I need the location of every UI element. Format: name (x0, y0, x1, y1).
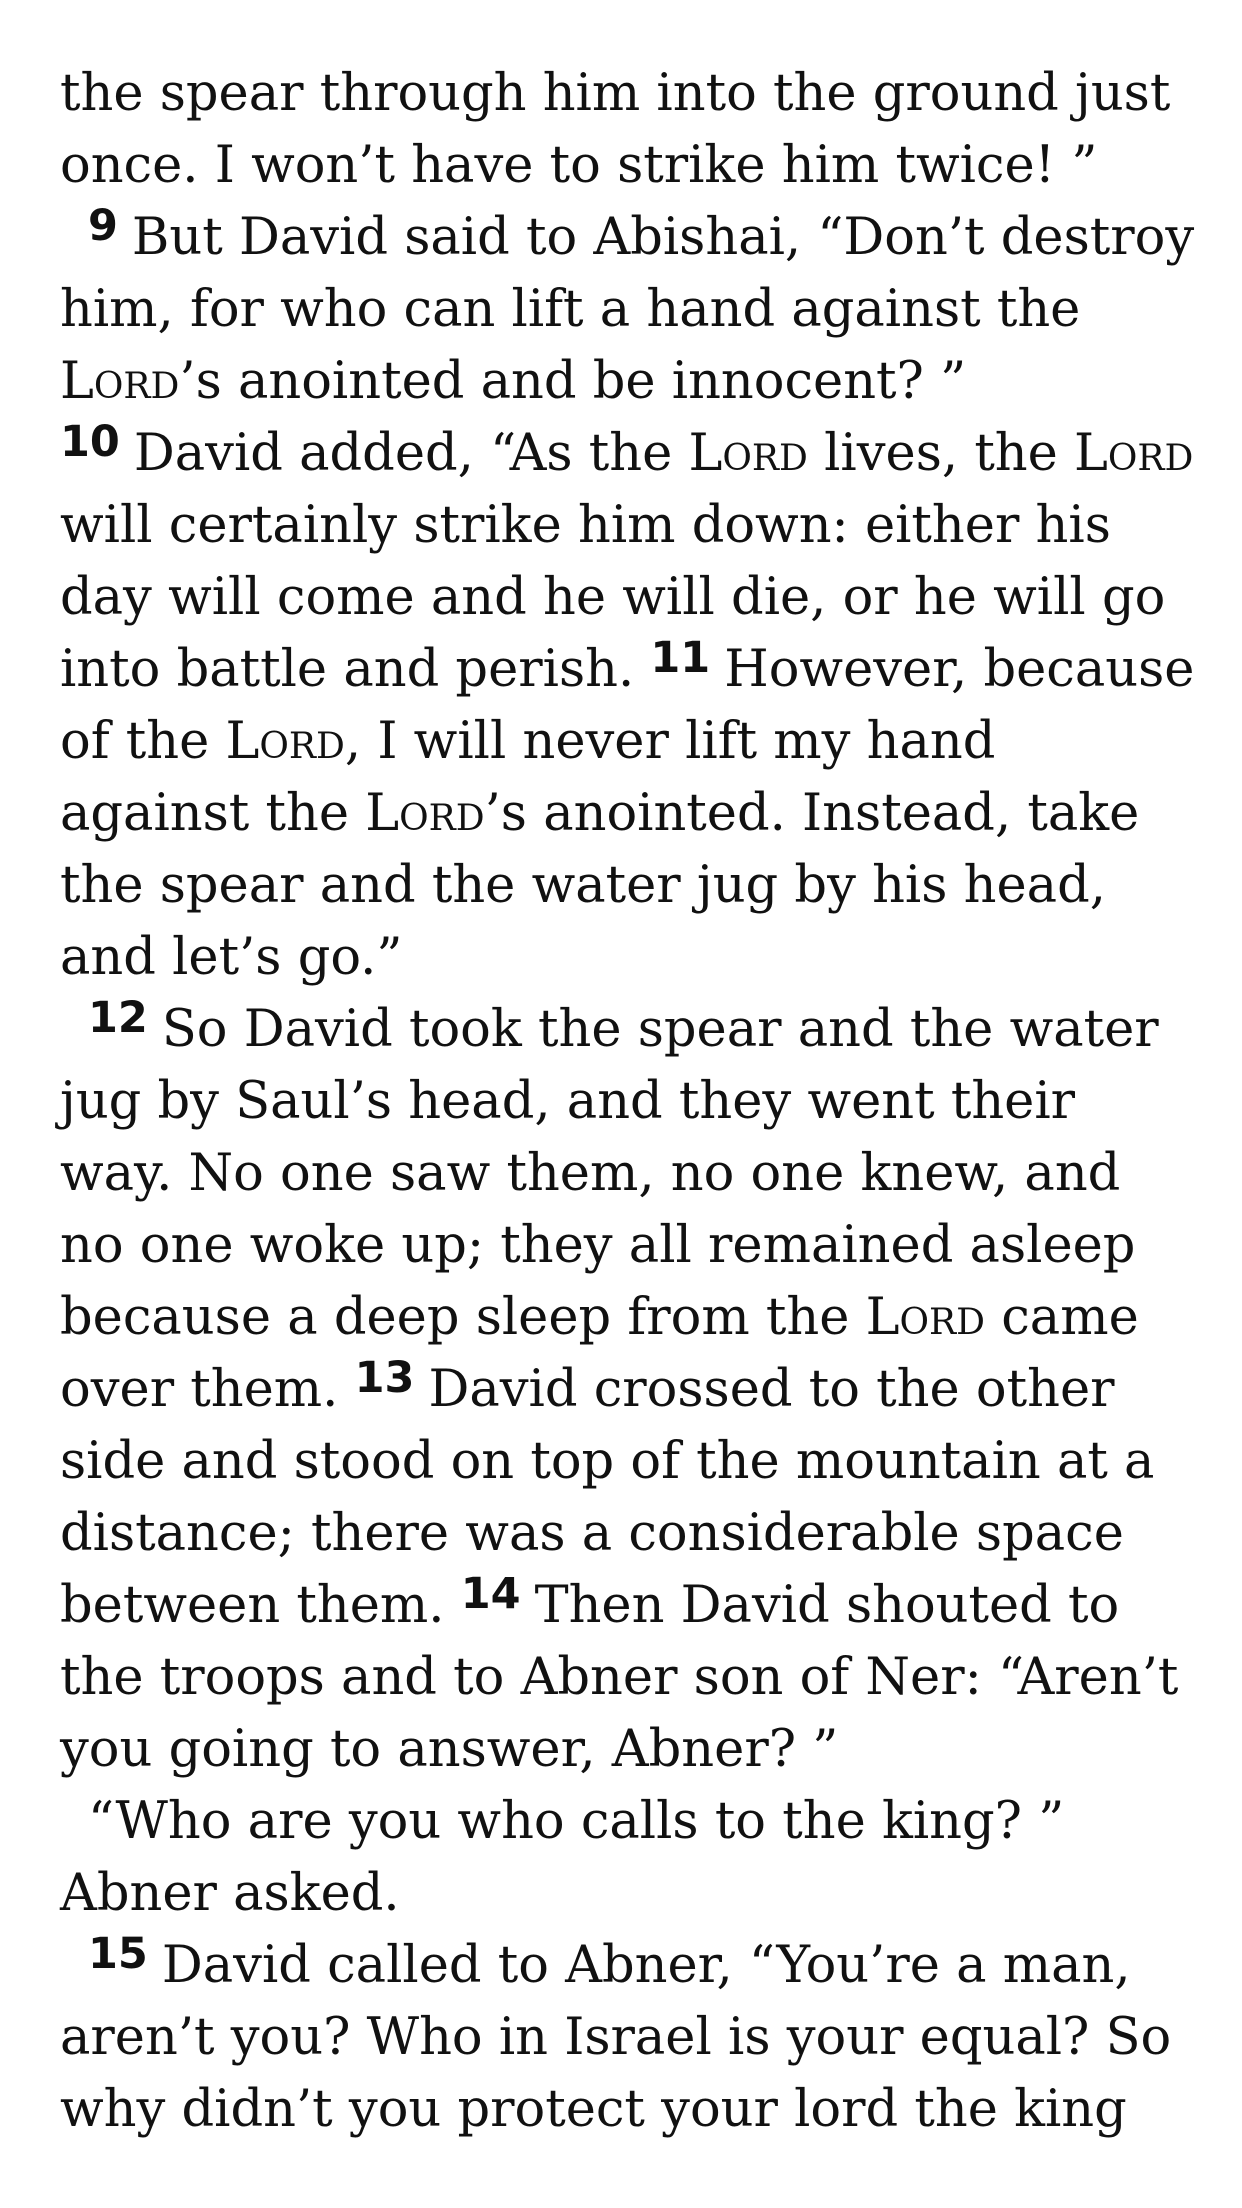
paragraph-verse-12 (60, 994, 1200, 1786)
divine-name: Lord (225, 712, 345, 771)
verse-number-12: 12 (88, 993, 148, 1043)
verse-text: the spear through him into the ground just once. I won’t have to strike him twice! ” (60, 64, 1171, 195)
paragraph-abner-question (60, 1786, 1200, 1930)
verse-text: ’s anointed. Instead, take the spear and the water jug by his head, and let’s go.” (60, 784, 1140, 987)
verse-number-9: 9 (88, 201, 118, 251)
verse-text: , I will never lift my hand against the (60, 712, 996, 843)
divine-name: Lord (365, 784, 485, 843)
verse-text: Then David shouted to the troops and to Abner son of Ner: “Aren’t you going to answer, Abner? ” (60, 1576, 1179, 1779)
verse-text: will certainly strike him down: either his day will come and he will die, or he will go into battle and perish. (60, 496, 1166, 699)
verse-text: came over them. (60, 1288, 1139, 1419)
verse-text: “Who are you who calls to the king? ” Abner asked. (60, 1792, 1065, 1923)
verse-text: David added, “As the (133, 424, 689, 483)
verse-text: lives, the (807, 424, 1075, 483)
divine-name: Lord (865, 1288, 986, 1347)
divine-name: Lord (688, 424, 808, 483)
divine-name: Lord (1074, 424, 1194, 483)
verse-text: ’s anointed and be innocent? ” (179, 352, 967, 411)
verse-number-13: 13 (354, 1353, 415, 1403)
paragraph-continuation (60, 58, 1200, 202)
paragraph-verse-9 (60, 202, 1200, 994)
verse-number-14: 14 (460, 1569, 521, 1619)
divine-name: Lord (60, 352, 180, 411)
reading-page (60, 58, 1200, 2146)
verse-number-11: 11 (650, 633, 711, 683)
paragraph-verse-15 (60, 1930, 1200, 2146)
verse-text: However, because of the (60, 640, 1195, 771)
verse-text: David called to Abner, “You’re a man, aren’t you? Who in Israel is your equal? So why didn’t you protect your lord the king (60, 1936, 1172, 2139)
verse-number-15: 15 (88, 1929, 148, 1979)
verse-number-10: 10 (60, 417, 120, 467)
verse-text: But David said to Abishai, “Don’t destroy him, for who can lift a hand against the (60, 208, 1195, 339)
verse-text: David crossed to the other side and stood on top of the mountain at a distance; there was a considerable space between them. (60, 1360, 1155, 1635)
verse-text: So David took the spear and the water jug by Saul’s head, and they went their way. No one saw them, no one knew, and no one woke up; they all remained asleep because a deep sleep from the (60, 1000, 1159, 1347)
